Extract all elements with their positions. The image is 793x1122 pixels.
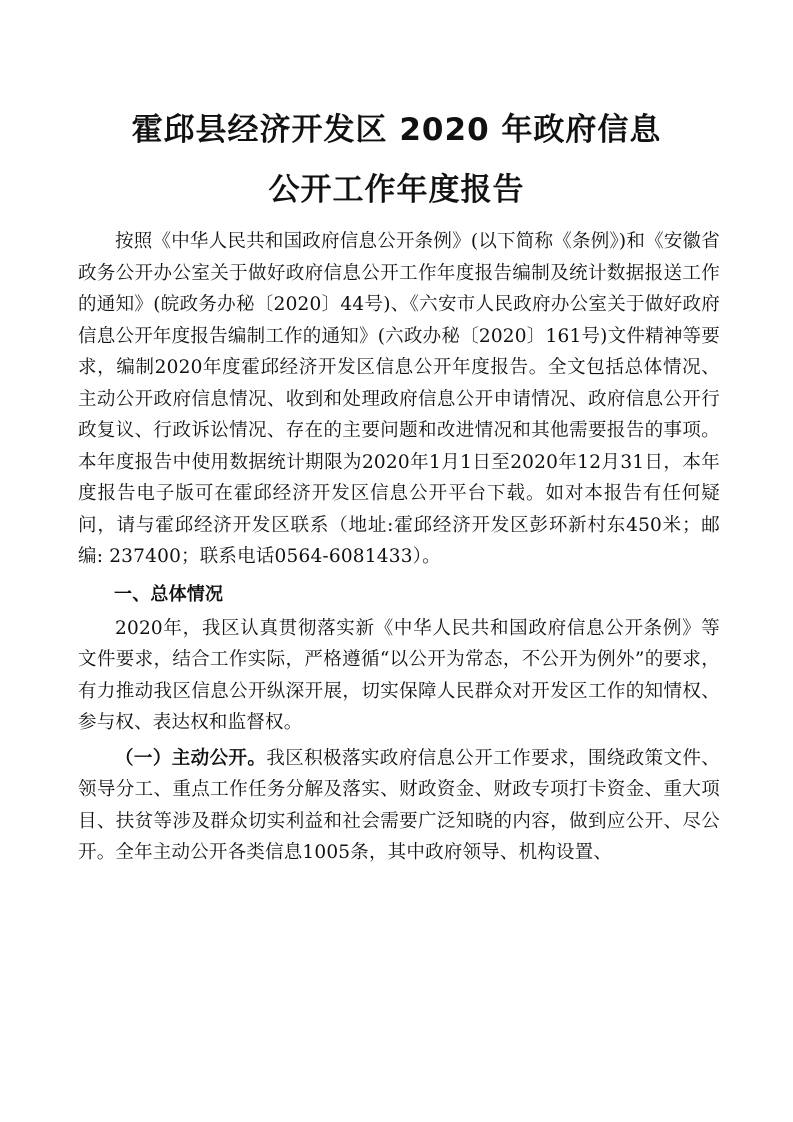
document-body <box>78 226 720 869</box>
subsection-1-paragraph <box>78 743 720 869</box>
intro-paragraph: 按照《中华人民共和国政府信息公开条例》(以下简称《条例》)和《安徽省政务公开办公室关于做好政府信息公开工作年度报告编制及统计数据报送工作的通知》(皖政务办秘〔2020〕44号)、《六安市人民政府办公室关于做好政府信息公开年度报告编制工作的通知》(六政办秘〔2020〕161号)文件精神等要求，编制2020年度霍邱经济开发区信息公开年度报告。全文包括总体情况、主动公开政府信息情况、收到和处理政府信息公开申请情况、政府信息公开行政复议、行政诉讼情况、存在的主要问题和改进情况和其他需要报告的事项。本年度报告中使用数据统计期限为2020年1月1日至2020年12月31日，本年度报告电子版可在霍邱经济开发区信息公开平台下载。如对本报告有任何疑问，请与霍邱经济开发区联系（地址:霍邱经济开发区彭环新村东450米；邮编: 237400；联系电话0564-6081433）。 <box>78 231 720 567</box>
subsection-1-lead: （一）主动公开。 <box>115 747 267 769</box>
subsection-1-text: 我区积极落实政府信息公开工作要求，围绕政策文件、领导分工、重点工作任务分解及落实、财政资金、财政专项打卡资金、重大项目、扶贫等涉及群众切实利益和社会需要广泛知晓的内容，做到应公开、尽公开。全年主动公开各类信息1005条，其中政府领导、机构设置、 <box>78 747 720 863</box>
section-1-paragraph: 2020年，我区认真贯彻落实新《中华人民共和国政府信息公开条例》等文件要求，结合工作实际，严格遵循“以公开为常态，不公开为例外”的要求，有力推动我区信息公开纵深开展，切实保障人民群众对开发区工作的知情权、参与权、表达权和监督权。 <box>78 617 720 733</box>
document-title-line-1: 霍邱县经济开发区 2020 年政府信息 <box>131 112 662 148</box>
document-title-line-2: 公开工作年度报告 <box>268 172 525 208</box>
section-1-heading: 一、总体情况 <box>114 583 224 605</box>
